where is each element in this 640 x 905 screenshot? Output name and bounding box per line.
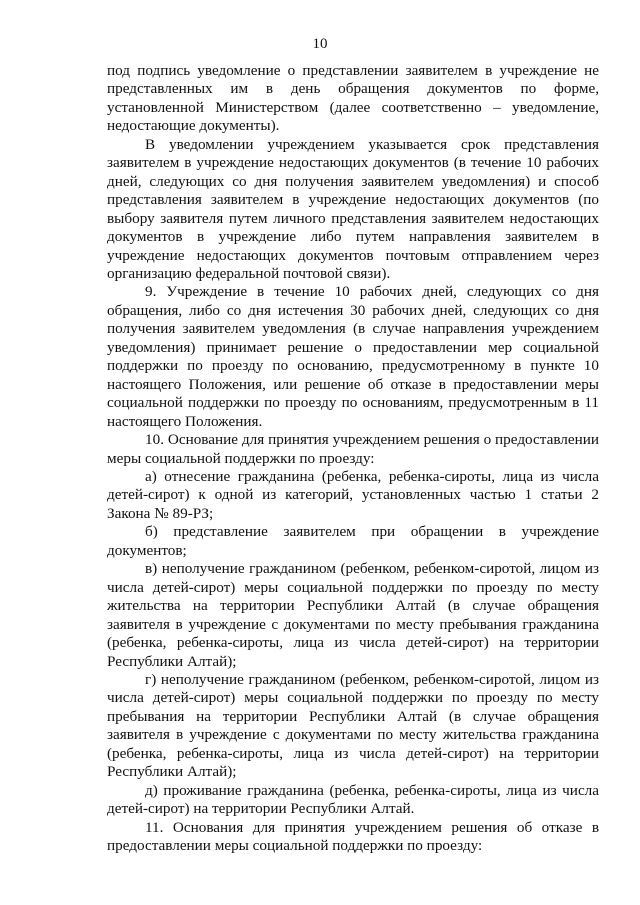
- paragraph: 11. Основания для принятия учреждением решения об отказе в предоставлении меры социальной поддержки по проезду:: [107, 818, 599, 855]
- list-item: в) неполучение гражданином (ребенком, ребенком-сиротой, лицом из числа детей-сирот) меры социальной поддержки по проезду по месту жительства на территории Республики Алтай (в случае обращения заявителя в учреждение с документами по месту пребывания гражданина (ребенка, ребенка-сироты, лица из числа детей-сирот) на территории Республики Алтай);: [107, 560, 599, 670]
- page-number: 10: [312, 36, 328, 52]
- list-item: д) проживание гражданина (ребенка, ребенка-сироты, лица из числа детей-сирот) на территории Республики Алтай.: [107, 781, 599, 818]
- list-item: б) представление заявителем при обращении в учреждение документов;: [107, 523, 599, 559]
- list-item: а) отнесение гражданина (ребенка, ребенка-сироты, лица из числа детей-сирот) к одной из категорий, установленных частью 1 статьи 2 Закона № 89-РЗ;: [107, 467, 599, 522]
- paragraph: 10. Основание для принятия учреждением решения о предоставлении меры социальной поддержки по проезду:: [107, 431, 599, 467]
- list-item: г) неполучение гражданином (ребенком, ребенком-сиротой, лицом из числа детей-сирот) меры социальной поддержки по проезду по месту пребывания на территории Республики Алтай (в случае обращения заявителя в учреждение с документами по месту жительства гражданина (ребенка, ребенка-сироты, лица из числа детей-сирот) на территории Республики Алтай);: [107, 670, 599, 781]
- paragraph: В уведомлении учреждением указывается срок представления заявителем в учреждение недостающих документов (в течение 10 рабочих дней, следующих со дня получения заявителем уведомления) и способ представления заявителем в учреждение недостающих документов (по выбору заявителя путем личного представления заявителем недостающих документов в учреждение либо путем направления заявителем в учреждение недостающих документов почтовым отправлением через организацию федеральной почтовой связи).: [107, 135, 599, 282]
- document-body: [107, 62, 599, 855]
- paragraph: 9. Учреждение в течение 10 рабочих дней, следующих со дня обращения, либо со дня истечения 30 рабочих дней, следующих со дня получения заявителем уведомления (в случае направления учреждением уведомления) принимает решение о предоставлении мер социальной поддержки по проезду по основанию, предусмотренному в пункте 10 настоящего Положения, или решение об отказе в предоставлении меры социальной поддержки по проезду по основаниям, предусмотренным в 11 настоящего Положения.: [107, 283, 599, 430]
- paragraph: под подпись уведомление о представлении заявителем в учреждение не представленных им в день обращения документов по форме, установленной Министерством (далее соответственно – уведомление, недостающие документы).: [107, 62, 599, 135]
